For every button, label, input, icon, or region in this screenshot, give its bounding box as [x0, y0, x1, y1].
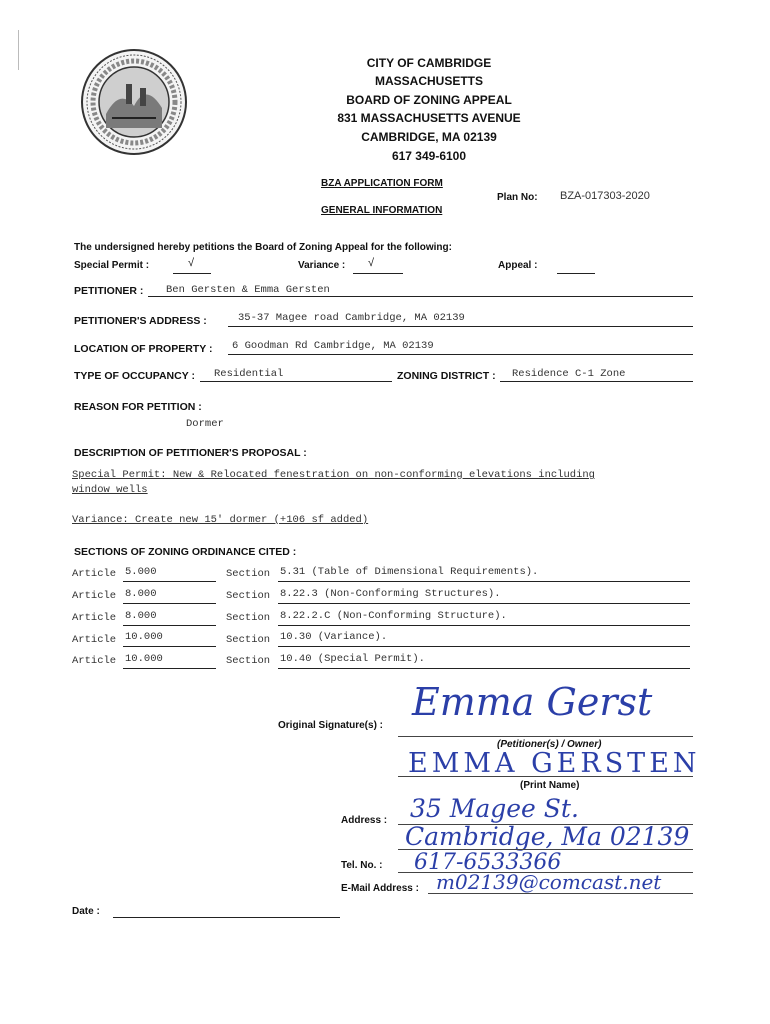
- location-line: [228, 354, 693, 355]
- article-number: 5.000: [125, 566, 157, 578]
- occupancy-line: [200, 381, 392, 382]
- handwritten-address-line-2: Cambridge, Ma 02139: [405, 822, 690, 851]
- zoning-value: Residence C-1 Zone: [512, 368, 626, 380]
- description-line-1: Special Permit: New & Relocated fenestration on non-conforming elevations including: [72, 469, 595, 481]
- reason-label: REASON FOR PETITION :: [74, 401, 202, 413]
- appeal-label: Appeal :: [498, 260, 538, 271]
- signature-line: [398, 736, 693, 737]
- print-name-caption: (Print Name): [520, 780, 580, 791]
- special-permit-label: Special Permit :: [74, 260, 150, 271]
- reason-value: Dormer: [186, 418, 224, 430]
- handwritten-print-name: EMMA GERSTEN: [408, 748, 701, 779]
- form-subtitle: GENERAL INFORMATION: [321, 205, 443, 216]
- article-word: Article: [72, 655, 117, 667]
- article-line: [123, 668, 216, 669]
- date-label: Date :: [72, 906, 100, 917]
- article-line: [123, 603, 216, 604]
- address-label: Address :: [341, 815, 388, 826]
- article-number: 8.000: [125, 588, 157, 600]
- section-text: 5.31 (Table of Dimensional Requirements).: [280, 566, 539, 578]
- occupancy-value: Residential: [214, 368, 284, 380]
- email-label: E-Mail Address :: [341, 883, 419, 894]
- article-line: [123, 646, 216, 647]
- zoning-line: [500, 381, 693, 382]
- article-word: Article: [72, 634, 117, 646]
- header-street: 831 MASSACHUSETTS AVENUE: [337, 111, 521, 125]
- article-number: 8.000: [125, 610, 157, 622]
- description-line-3: Variance: Create new 15' dormer (+106 sf added): [72, 514, 369, 526]
- section-text: 10.30 (Variance).: [280, 631, 388, 643]
- header-state: MASSACHUSETTS: [374, 74, 483, 88]
- section-word: Section: [226, 590, 271, 602]
- date-line: [113, 917, 340, 918]
- section-text: 8.22.3 (Non-Conforming Structures).: [280, 588, 501, 600]
- section-line: [278, 668, 690, 669]
- handwritten-email: m02139@comcast.net: [436, 870, 662, 894]
- location-value: 6 Goodman Rd Cambridge, MA 02139: [232, 340, 434, 352]
- email-line: [428, 893, 693, 894]
- petitioner-address-value: 35-37 Magee road Cambridge, MA 02139: [238, 312, 465, 324]
- special-permit-check: √: [188, 257, 195, 269]
- article-number: 10.000: [125, 653, 163, 665]
- signature-label: Original Signature(s) :: [278, 720, 384, 731]
- form-title: BZA APPLICATION FORM: [321, 178, 443, 189]
- header-phone: 617 349-6100: [391, 149, 467, 163]
- scan-mark: [18, 30, 19, 70]
- description-label: DESCRIPTION OF PETITIONER'S PROPOSAL :: [74, 447, 307, 459]
- section-text: 10.40 (Special Permit).: [280, 653, 425, 665]
- petitioner-owner-caption: (Petitioner(s) / Owner): [497, 739, 602, 750]
- occupancy-label: TYPE OF OCCUPANCY :: [74, 370, 195, 382]
- petitioner-address-line: [228, 326, 693, 327]
- section-line: [278, 625, 690, 626]
- petition-intro: The undersigned hereby petitions the Board of Zoning Appeal for the following:: [74, 242, 452, 253]
- print-name-line: [398, 776, 693, 777]
- petitioner-label: PETITIONER :: [74, 285, 144, 297]
- section-line: [278, 581, 690, 582]
- zoning-label: ZONING DISTRICT :: [397, 370, 496, 382]
- handwritten-tel: 617-6533366: [414, 850, 562, 875]
- article-word: Article: [72, 590, 117, 602]
- handwritten-address-line-1: 35 Magee St.: [410, 794, 579, 823]
- section-line: [278, 603, 690, 604]
- article-line: [123, 581, 216, 582]
- section-text: 8.22.2.C (Non-Conforming Structure).: [280, 610, 507, 622]
- section-line: [278, 646, 690, 647]
- petitioner-line: [148, 296, 693, 297]
- tel-label: Tel. No. :: [341, 860, 383, 871]
- petitioner-address-label: PETITIONER'S ADDRESS :: [74, 315, 207, 327]
- sections-label: SECTIONS OF ZONING ORDINANCE CITED :: [74, 546, 297, 558]
- section-word: Section: [226, 612, 271, 624]
- plan-label: Plan No:: [497, 192, 538, 203]
- location-label: LOCATION OF PROPERTY :: [74, 343, 213, 355]
- variance-check: √: [368, 257, 375, 269]
- article-number: 10.000: [125, 631, 163, 643]
- special-permit-line: [173, 273, 211, 274]
- article-line: [123, 625, 216, 626]
- section-word: Section: [226, 655, 271, 667]
- section-word: Section: [226, 634, 271, 646]
- petitioner-value: Ben Gersten & Emma Gersten: [166, 284, 330, 296]
- city-seal-icon: [80, 48, 188, 156]
- appeal-line: [557, 273, 595, 274]
- description-line-2: window wells: [72, 484, 148, 496]
- header-city: CITY OF CAMBRIDGE: [366, 56, 492, 70]
- plan-number: BZA-017303-2020: [560, 190, 650, 202]
- variance-label: Variance :: [298, 260, 346, 271]
- handwritten-signature: Emma Gerst: [412, 680, 653, 724]
- header-board: BOARD OF ZONING APPEAL: [346, 93, 512, 107]
- article-word: Article: [72, 568, 117, 580]
- variance-line: [353, 273, 403, 274]
- article-word: Article: [72, 612, 117, 624]
- header-city-zip: CAMBRIDGE, MA 02139: [361, 130, 497, 144]
- section-word: Section: [226, 568, 271, 580]
